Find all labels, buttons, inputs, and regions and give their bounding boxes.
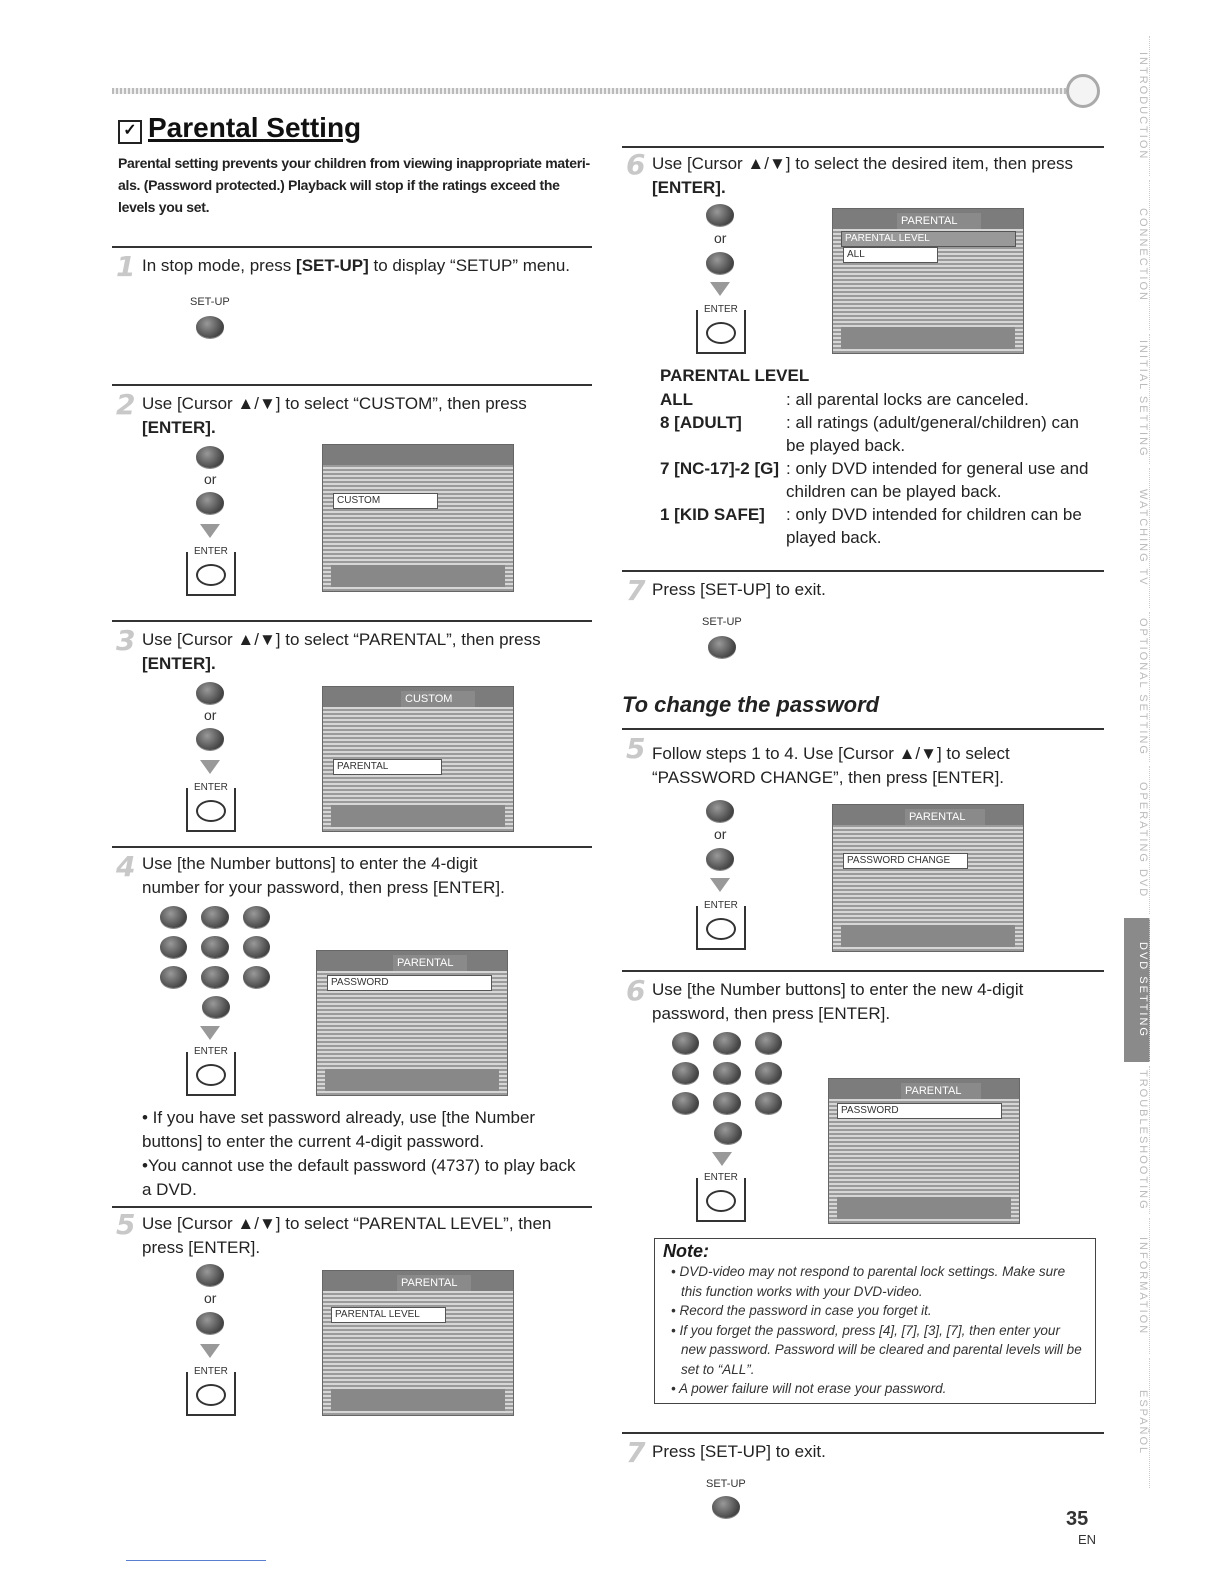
- side-tab-operating-dvd: OPERATING DVD: [1124, 766, 1150, 914]
- step-1-text: In stop mode, press [SET-UP] to display “SETUP” menu.: [142, 256, 571, 275]
- step-divider: [112, 1206, 592, 1208]
- side-tab-espanol: ESPAÑOL: [1124, 1358, 1150, 1488]
- menu-screenshot-new-password: PARENTAL PASSWORD: [828, 1078, 1020, 1224]
- intro-text: Parental setting prevents your children from viewing inappropriate materi-als. (Password protected.) Playback will stop if the ratings exceed the levels you set.: [118, 155, 590, 215]
- note-item: • If you forget the password, press [4], [7], [3], [7], then enter your new password. Password will be cleared and parental levels will be set to “ALL”.: [681, 1321, 1087, 1380]
- page-title: ✓ Parental Setting: [118, 112, 361, 144]
- setup-button-icon: [708, 636, 736, 658]
- number-button-3-icon: [243, 906, 270, 928]
- side-tab-connection: CONNECTION: [1124, 180, 1150, 330]
- menu-screenshot-password: PARENTAL PASSWORD: [316, 950, 508, 1096]
- setup-button-label: SET-UP: [190, 296, 230, 308]
- enter-circle-icon: [706, 1190, 736, 1212]
- enter-label: ENTER: [194, 1046, 228, 1057]
- setup-button-icon: [712, 1496, 740, 1518]
- step-divider: [622, 1432, 1104, 1434]
- or-label: or: [714, 826, 727, 842]
- cursor-down-button-icon: [196, 492, 224, 514]
- or-label: or: [204, 707, 217, 723]
- arrow-down-icon: [200, 1344, 220, 1358]
- number-button-1-icon: [672, 1032, 699, 1054]
- note-box: [654, 1238, 1096, 1404]
- side-tab-watching-tv: WATCHING TV: [1124, 468, 1150, 608]
- top-decorative-line: [112, 88, 1072, 94]
- level-row: ALL : all parental locks are canceled.: [660, 390, 1029, 409]
- menu-screenshot-parental: CUSTOM PARENTAL: [322, 686, 514, 832]
- setup-button-icon: [196, 316, 224, 338]
- side-tab-dvd-setting: DVD SETTING: [1124, 918, 1150, 1062]
- enter-circle-icon: [196, 564, 226, 586]
- enter-label: ENTER: [194, 782, 228, 793]
- enter-label: ENTER: [704, 304, 738, 315]
- step-divider: [112, 384, 592, 386]
- step-number: 3: [116, 624, 136, 657]
- change-step-5-text: Follow steps 1 to 4. Use [Cursor ▲/▼] to select “PASSWORD CHANGE”, then press [ENTER].: [652, 744, 1010, 787]
- or-label: or: [204, 1290, 217, 1306]
- cursor-up-button-icon: [706, 204, 734, 226]
- number-button-2-icon: [201, 906, 228, 928]
- step-number: 5: [626, 732, 646, 765]
- side-tab-introduction: INTRODUCTION: [1124, 36, 1150, 176]
- page-number: 35: [1066, 1508, 1089, 1530]
- setup-button-label: SET-UP: [702, 616, 742, 628]
- cursor-up-button-icon: [196, 682, 224, 704]
- number-button-8-icon: [713, 1092, 740, 1114]
- enter-circle-icon: [196, 800, 226, 822]
- number-button-1-icon: [160, 906, 187, 928]
- note-item: • DVD-video may not respond to parental lock settings. Make sure this function works with your DVD-video.: [681, 1262, 1087, 1301]
- number-button-3-icon: [755, 1032, 782, 1054]
- change-step-6-text: Use [the Number buttons] to enter the new 4-digit password, then press [ENTER].: [652, 980, 1024, 1023]
- cursor-up-button-icon: [196, 446, 224, 468]
- step-4-text: Use [the Number buttons] to enter the 4-digit number for your password, then press [ENTER].: [142, 854, 505, 897]
- number-button-5-icon: [201, 936, 228, 958]
- note-heading: Note:: [663, 1241, 709, 1261]
- number-button-8-icon: [201, 966, 228, 988]
- top-circle-ornament: [1066, 74, 1100, 108]
- number-button-2-icon: [713, 1032, 740, 1054]
- step-number: 6: [626, 974, 646, 1007]
- bottom-line: [126, 1560, 266, 1561]
- side-tab-initial-setting: INITIAL SETTING: [1124, 334, 1150, 464]
- number-buttons-grid: [672, 1032, 782, 1144]
- arrow-down-icon: [712, 1152, 732, 1166]
- enter-label: ENTER: [704, 900, 738, 911]
- parental-level-heading: PARENTAL LEVEL: [660, 366, 810, 385]
- cursor-up-button-icon: [196, 1264, 224, 1286]
- note-item: • A power failure will not erase your password.: [681, 1379, 1087, 1399]
- or-label: or: [714, 230, 727, 246]
- arrow-down-icon: [710, 282, 730, 296]
- change-password-heading: To change the password: [622, 692, 880, 717]
- number-button-4-icon: [672, 1062, 699, 1084]
- step-divider: [622, 970, 1104, 972]
- step-number: 2: [116, 388, 136, 421]
- cursor-down-button-icon: [196, 728, 224, 750]
- number-button-0-icon: [714, 1122, 742, 1144]
- cursor-down-button-icon: [196, 1312, 224, 1334]
- number-button-0-icon: [202, 996, 230, 1018]
- step-7-text: Press [SET-UP] to exit.: [652, 580, 826, 599]
- step-4-bullets: • If you have set password already, use [the Number buttons] to enter the current 4-digit password. •You cannot use the default password (4737) to play back a DVD.: [142, 1108, 576, 1199]
- step-5-text: Use [Cursor ▲/▼] to select “PARENTAL LEVEL”, then press [ENTER].: [142, 1214, 552, 1257]
- step-divider: [622, 146, 1104, 148]
- cursor-down-button-icon: [706, 252, 734, 274]
- number-button-6-icon: [243, 936, 270, 958]
- step-number: 4: [116, 850, 136, 883]
- number-button-4-icon: [160, 936, 187, 958]
- number-button-9-icon: [755, 1092, 782, 1114]
- step-divider: [622, 570, 1104, 572]
- number-button-7-icon: [672, 1092, 699, 1114]
- enter-circle-icon: [706, 322, 736, 344]
- enter-label: ENTER: [704, 1172, 738, 1183]
- or-label: or: [204, 471, 217, 487]
- arrow-down-icon: [200, 524, 220, 538]
- note-list: [663, 1262, 1087, 1399]
- step-2-text: Use [Cursor ▲/▼] to select “CUSTOM”, then press [ENTER].: [142, 394, 527, 437]
- step-divider: [622, 728, 1104, 730]
- change-step-7-text: Press [SET-UP] to exit.: [652, 1442, 826, 1461]
- level-row: 7 [NC-17]-2 [G] : only DVD intended for general use and children can be played back.: [660, 459, 1089, 501]
- checkbox-icon: ✓: [118, 120, 142, 144]
- cursor-down-button-icon: [706, 848, 734, 870]
- side-tab-optional-setting: OPTIONAL SETTING: [1124, 612, 1150, 762]
- cursor-up-button-icon: [706, 800, 734, 822]
- number-button-9-icon: [243, 966, 270, 988]
- menu-screenshot-password-change: PARENTAL PASSWORD CHANGE: [832, 804, 1024, 952]
- menu-screenshot-custom: CUSTOM: [322, 444, 514, 592]
- arrow-down-icon: [200, 760, 220, 774]
- side-tab-troubleshooting: TROUBLESHOOTING: [1124, 1066, 1150, 1214]
- enter-label: ENTER: [194, 1366, 228, 1377]
- side-tab-information: INFORMATION: [1124, 1218, 1150, 1354]
- enter-label: ENTER: [194, 546, 228, 557]
- enter-circle-icon: [196, 1064, 226, 1086]
- menu-screenshot-parental-level: PARENTAL PARENTAL LEVEL: [322, 1270, 514, 1416]
- setup-button-label: SET-UP: [706, 1478, 746, 1490]
- enter-circle-icon: [196, 1384, 226, 1406]
- step-divider: [112, 846, 592, 848]
- step-number: 7: [626, 1436, 646, 1469]
- language-code: EN: [1078, 1532, 1097, 1547]
- step-3-text: Use [Cursor ▲/▼] to select “PARENTAL”, then press [ENTER].: [142, 630, 541, 673]
- parental-level-table: [660, 388, 1100, 549]
- number-buttons-grid: [160, 906, 270, 1018]
- step-number: 7: [626, 574, 646, 607]
- step-divider: [112, 620, 592, 622]
- level-row: 1 [KID SAFE] : only DVD intended for children can be played back.: [660, 505, 1082, 547]
- step-divider: [112, 246, 592, 248]
- number-button-6-icon: [755, 1062, 782, 1084]
- step-number: 6: [626, 148, 646, 181]
- note-item: • Record the password in case you forget it.: [681, 1301, 1087, 1321]
- number-button-7-icon: [160, 966, 187, 988]
- step-6-text: Use [Cursor ▲/▼] to select the desired item, then press [ENTER].: [652, 154, 1074, 197]
- enter-circle-icon: [706, 918, 736, 940]
- arrow-down-icon: [200, 1026, 220, 1040]
- menu-screenshot-all: PARENTAL PARENTAL LEVEL ALL: [832, 208, 1024, 354]
- level-row: 8 [ADULT] : all ratings (adult/general/children) can be played back.: [660, 413, 1079, 455]
- arrow-down-icon: [710, 878, 730, 892]
- step-number: 5: [116, 1208, 136, 1241]
- step-number: 1: [116, 250, 136, 283]
- number-button-5-icon: [713, 1062, 740, 1084]
